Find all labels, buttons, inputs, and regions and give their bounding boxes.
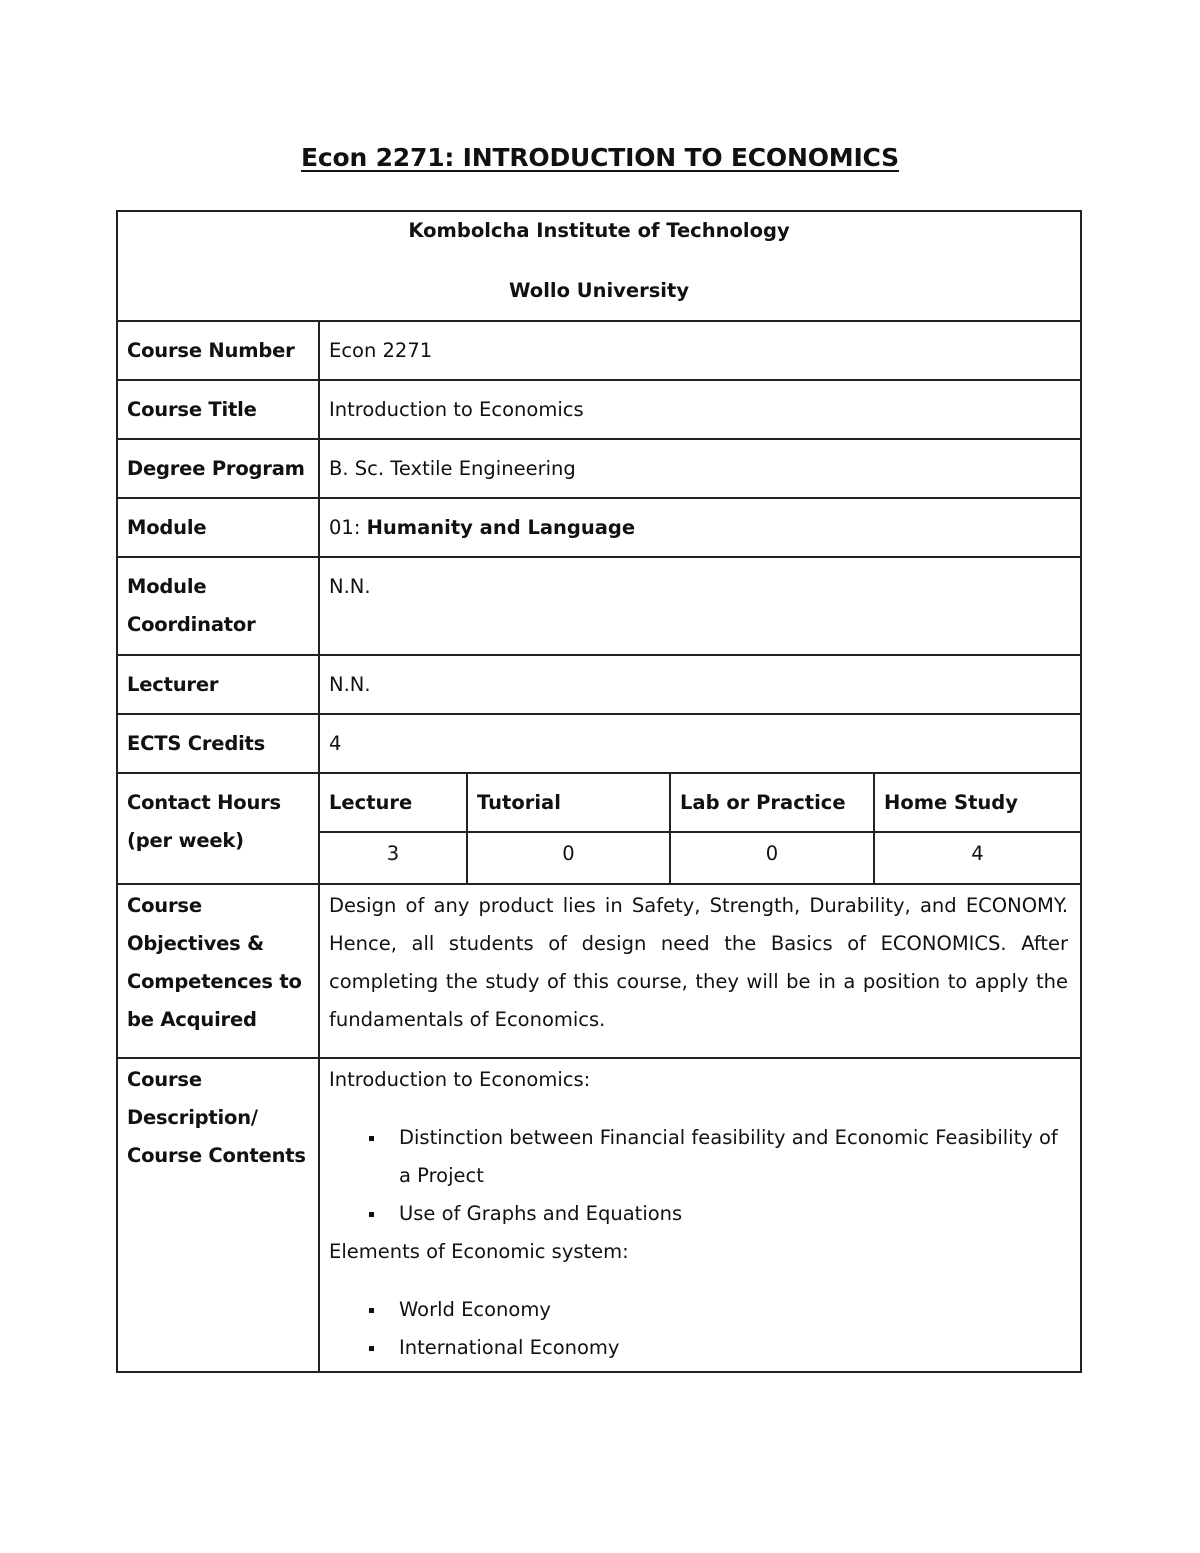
module-label: Module (117, 498, 319, 557)
lecturer-value: N.N. (319, 655, 1081, 714)
contact-col-home-study: Home Study (874, 773, 1081, 832)
degree-program-value: B. Sc. Textile Engineering (319, 439, 1081, 498)
module-coordinator-label: Module Coordinator (117, 557, 319, 655)
contact-col-lecture: Lecture (319, 773, 467, 832)
table-row (117, 321, 1081, 380)
list-item: International Economy (369, 1329, 1071, 1367)
objectives-label: Course Objectives & Competences to be Acquired (117, 884, 319, 1058)
description-content (319, 1058, 1081, 1372)
list-item: World Economy (369, 1291, 1071, 1329)
contact-hours-row (117, 773, 1081, 832)
list-item: Distinction between Financial feasibility and Economic Feasibility of a Project (369, 1119, 1071, 1195)
table-row (117, 655, 1081, 714)
module-name: Humanity and Language (366, 516, 636, 539)
course-title-value: Introduction to Economics (319, 380, 1081, 439)
module-value (319, 498, 1081, 557)
square-bullet-icon (369, 1346, 374, 1351)
lecturer-label: Lecturer (117, 655, 319, 714)
objectives-row (117, 884, 1081, 1058)
institution-header (117, 211, 1081, 321)
objectives-text: Design of any product lies in Safety, Strength, Durability, and ECONOMY. Hence, all students of design need the Basics of ECONOMICS. After completing the study of this course, they will be in a position to apply the fundamentals of Economics. (319, 884, 1081, 1058)
table-row (117, 439, 1081, 498)
module-coordinator-value: N.N. (319, 557, 1081, 655)
contact-col-tutorial: Tutorial (467, 773, 670, 832)
table-row (117, 714, 1081, 773)
description-list-2 (329, 1291, 1071, 1367)
contact-val-lecture: 3 (319, 832, 467, 884)
ects-value: 4 (319, 714, 1081, 773)
table-row (117, 380, 1081, 439)
table-row (117, 557, 1081, 655)
ects-label: ECTS Credits (117, 714, 319, 773)
contact-val-home-study: 4 (874, 832, 1081, 884)
description-intro: Introduction to Economics: (329, 1068, 591, 1091)
table-row (117, 498, 1081, 557)
description-section-2: Elements of Economic system: (329, 1240, 629, 1263)
page-title: Econ 2271: INTRODUCTION TO ECONOMICS (301, 143, 899, 172)
institute-name: Kombolcha Institute of Technology (408, 219, 790, 242)
contact-val-lab: 0 (670, 832, 874, 884)
contact-hours-label: Contact Hours (per week) (117, 773, 319, 884)
square-bullet-icon (369, 1308, 374, 1313)
description-list-1 (329, 1119, 1071, 1233)
course-number-value: Econ 2271 (319, 321, 1081, 380)
description-label: Course Description/ Course Contents (117, 1058, 319, 1372)
contact-col-lab: Lab or Practice (670, 773, 874, 832)
degree-program-label: Degree Program (117, 439, 319, 498)
course-info-table (116, 210, 1082, 1373)
contact-val-tutorial: 0 (467, 832, 670, 884)
course-title-label: Course Title (117, 380, 319, 439)
square-bullet-icon (369, 1136, 374, 1141)
course-number-label: Course Number (117, 321, 319, 380)
university-name: Wollo University (508, 279, 690, 302)
module-number: 01: (329, 516, 367, 539)
list-item: Use of Graphs and Equations (369, 1195, 1071, 1233)
square-bullet-icon (369, 1212, 374, 1217)
description-row (117, 1058, 1081, 1372)
